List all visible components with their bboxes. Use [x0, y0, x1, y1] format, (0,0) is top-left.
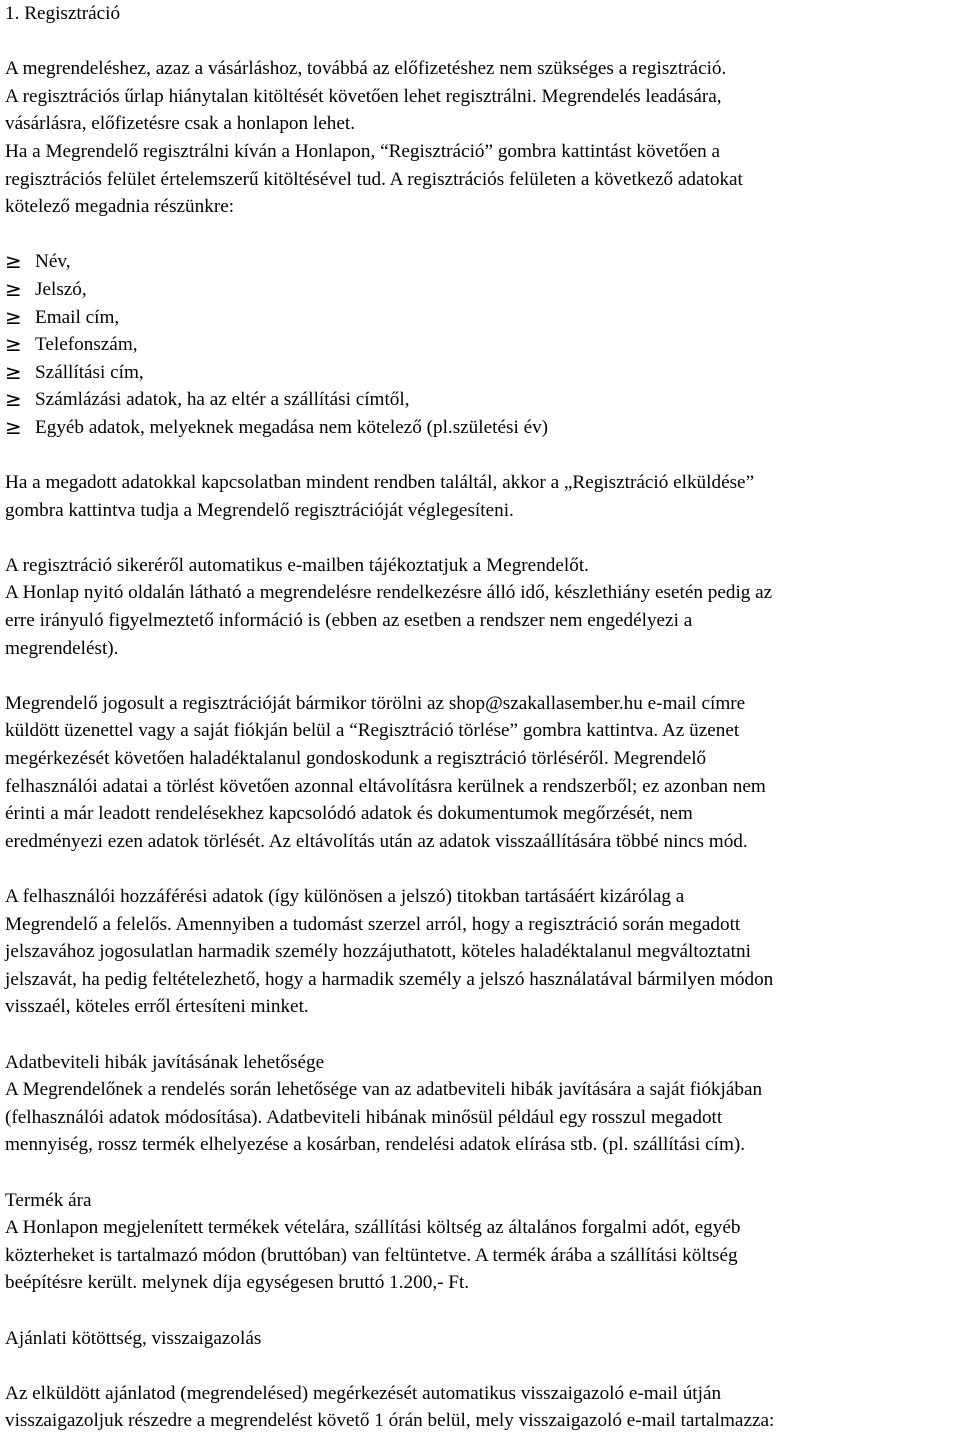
text-line: megrendelést).: [5, 637, 119, 659]
spacer: [5, 1159, 957, 1187]
paragraph-input-errors: [5, 1076, 957, 1159]
text-line: gombra kattintva tudja a Megrendelő regisztrációját véglegesíteni.: [5, 499, 514, 521]
text-line: A felhasználói hozzáférési adatok (így különösen a jelszó) titokban tartásáért kizárólag a: [5, 886, 685, 907]
text-line: A regisztráció sikeréről automatikus e-mailben tájékoztatjuk a Megrendelőt.: [5, 554, 589, 576]
section-title-product-price: Termék ára: [5, 1189, 92, 1211]
paragraph-password-responsibility: [5, 883, 957, 1021]
spacer: [5, 28, 957, 56]
paragraph-registration-deletion: [5, 690, 957, 856]
list-item-label: Név,: [35, 251, 71, 273]
bullet-icon: ≥: [5, 249, 22, 274]
text-line: A megrendeléshez, azaz a vásárláshoz, továbbá az előfizetéshez nem szükséges a regisztráció.: [5, 58, 727, 80]
text-line: jelszavát, ha pedig feltételezhető, hogy a harmadik személy a jelszó használatával bármilyen módon: [5, 968, 774, 990]
text-line: Az elküldött ajánlatod (megrendelésed) megérkezését automatikus visszaigazoló e-mail útján: [5, 1382, 722, 1404]
text-line: visszaél, köteles erről értesíteni minket.: [5, 996, 309, 1018]
text-line: (felhasználói adatok módosítása). Adatbeviteli hibának minősül például egy rosszul megadott: [5, 1106, 723, 1128]
document-body: [5, 0, 957, 1435]
text-line: beépítésre került. melynek díja egységesen bruttó 1.200,- Ft.: [5, 1272, 470, 1294]
text-line: Ha a Megrendelő regisztrálni kíván a Honlapon, “Regisztráció” gombra kattintást követően a: [5, 140, 721, 162]
paragraph-product-price: [5, 1214, 957, 1297]
text-line: A Honlap nyitó oldalán látható a megrendelésre rendelkezésre álló idő, készlethiány esetén pedig az: [5, 582, 773, 604]
text-line: Ha a megadott adatokkal kapcsolatban mindent rendben találtál, akkor a „Regisztráció elküldése”: [5, 472, 755, 494]
list-item-label: Egyéb adatok, melyeknek megadása nem kötelező (pl.születési év): [35, 416, 549, 438]
list-item-label: Számlázási adatok, ha az eltér a szállítási címtől,: [35, 389, 410, 411]
spacer: [5, 1297, 957, 1325]
text-line: Megrendelő a felelős. Amennyiben a tudomást szerzel arról, hogy a regisztráció során megadott: [5, 913, 741, 935]
section-title-registration: 1. Regisztráció: [5, 3, 121, 24]
spacer: [5, 442, 957, 470]
section-title-offer-binding: Ajánlati kötöttség, visszaigazolás: [5, 1327, 262, 1349]
text-line: A Honlapon megjelenített termékek vételára, szállítási költség az általános forgalmi adót, egyéb: [5, 1217, 741, 1239]
text-line: kötelező megadnia részünkre:: [5, 196, 235, 218]
text-line: felhasználói adatai a törlést követően azonnal eltávolításra kerülnek a rendszerből; ez azonban nem: [5, 775, 766, 797]
bullet-icon: ≥: [5, 276, 22, 301]
list-item: [5, 248, 957, 276]
text-line: jelszavához jogosulatlan harmadik személy hozzájuthatott, köteles haladéktalanul megváltoztatni: [5, 941, 751, 963]
list-item: [5, 276, 957, 304]
text-line: erre irányuló figyelmeztető információ is (ebben az esetben a rendszer nem engedélyezi a: [5, 610, 693, 632]
list-item-label: Telefonszám,: [35, 334, 138, 356]
bullet-icon: ≥: [5, 359, 22, 384]
spacer: [5, 524, 957, 552]
text-line: regisztrációs felület értelemszerű kitöltésével tud. A regisztrációs felületen a következő adatokat: [5, 168, 743, 190]
text-line: eredményezi ezen adatok törlését. Az eltávolítás után az adatok visszaállítására többé nincs mód.: [5, 830, 748, 852]
text-line: küldött üzenettel vagy a saját fiókján belül a “Regisztráció törlése” gombra kattintva. Az üzenet: [5, 720, 740, 742]
text-line: visszaigazoljuk részedre a megrendelést követő 1 órán belül, mely visszaigazoló e-mail tartalmazza:: [5, 1410, 775, 1432]
spacer: [5, 221, 957, 249]
list-item: [5, 331, 957, 359]
text-line: vásárlásra, előfizetésre csak a honlapon lehet.: [5, 113, 356, 135]
text-line: érinti a már leadott rendelésekhez kapcsolódó adatok és dokumentumok megőrzését, nem: [5, 803, 693, 825]
bullet-icon: ≥: [5, 414, 22, 439]
list-item: [5, 359, 957, 387]
section-title-input-errors: Adatbeviteli hibák javításának lehetősége: [5, 1051, 325, 1073]
list-item-label: Email cím,: [35, 306, 120, 328]
text-line: megérkezését követően haladéktalanul gondoskodunk a regisztráció törléséről. Megrendelő: [5, 748, 707, 770]
bullet-icon: ≥: [5, 304, 22, 329]
spacer: [5, 662, 957, 690]
list-item-label: Szállítási cím,: [35, 361, 144, 383]
paragraph-registration-confirmation: [5, 552, 957, 662]
spacer: [5, 1021, 957, 1049]
paragraph-submit-registration: [5, 469, 957, 524]
required-fields-list: [5, 248, 957, 441]
bullet-icon: ≥: [5, 387, 22, 412]
spacer: [5, 1352, 957, 1380]
text-line: A Megrendelőnek a rendelés során lehetősége van az adatbeviteli hibák javítására a saját fiókjában: [5, 1079, 763, 1101]
text-line: A regisztrációs űrlap hiánytalan kitöltését követően lehet regisztrálni. Megrendelés leadására,: [5, 85, 722, 107]
paragraph-registration-intro: [5, 55, 957, 221]
text-line: közterheket is tartalmazó módon (bruttóban) van feltüntetve. A termék árába a szállítási költség: [5, 1244, 738, 1266]
list-item: [5, 386, 957, 414]
list-item-label: Jelszó,: [35, 278, 87, 300]
bullet-icon: ≥: [5, 332, 22, 357]
list-item: [5, 304, 957, 332]
text-line: mennyiség, rossz termék elhelyezése a kosárban, rendelési adatok elírása stb. (pl. szállítási cím).: [5, 1134, 746, 1156]
text-line: Megrendelő jogosult a regisztrációját bármikor törölni az shop@szakallasember.hu e-mail címre: [5, 692, 746, 714]
spacer: [5, 855, 957, 883]
list-item: [5, 414, 957, 442]
